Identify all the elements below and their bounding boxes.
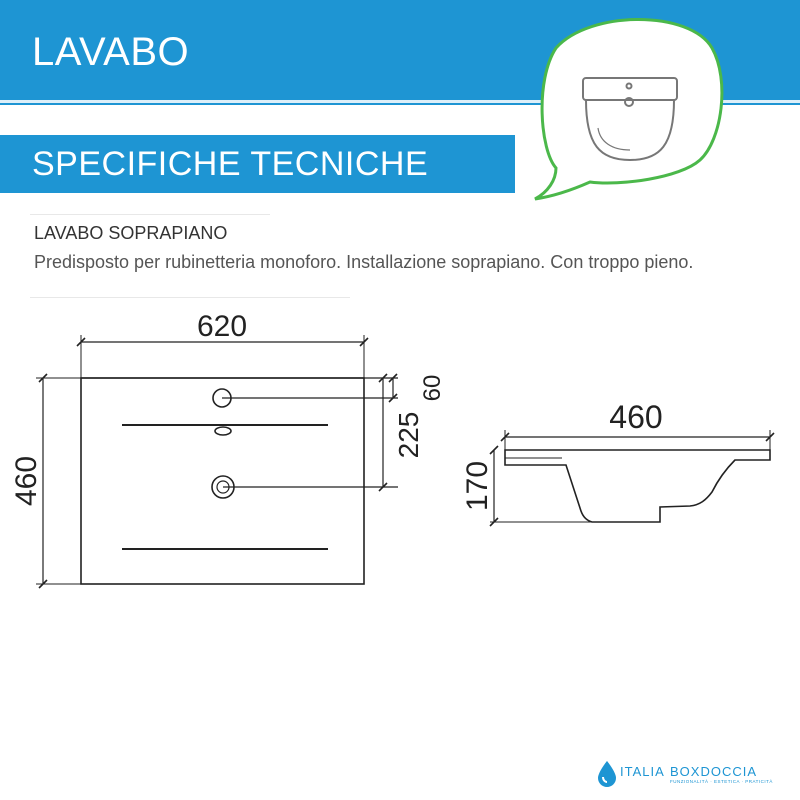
side-view (490, 430, 774, 526)
dimension-height: 170 (461, 460, 494, 512)
logo-word-1: ITALIA (620, 764, 665, 779)
section-title: SPECIFICHE TECNICHE (32, 145, 429, 183)
dimension-tap-offset: 60 (419, 374, 446, 402)
brand-logo (596, 758, 776, 790)
dimension-depth: 460 (10, 455, 43, 507)
product-name: LAVABO SOPRAPIANO (34, 223, 228, 243)
dimension-side-depth: 460 (609, 399, 663, 435)
water-drop-icon (596, 760, 618, 788)
overflow-hole (215, 427, 231, 435)
dimension-width: 620 (196, 310, 248, 343)
product-description: Predisposto per rubinetteria monoforo. Installazione soprapiano. Con troppo pieno. (34, 252, 694, 272)
top-view (36, 335, 398, 588)
page-title: LAVABO (32, 30, 190, 74)
dimension-drain-offset: 225 (393, 411, 424, 459)
logo-word-2: BOXDOCCIA (670, 764, 758, 779)
washbasin-thumbnail (535, 20, 722, 200)
basin-profile (505, 450, 770, 522)
logo-tagline: FUNZIONALITÀ · ESTETICA · PRATICITÀ (670, 779, 773, 784)
